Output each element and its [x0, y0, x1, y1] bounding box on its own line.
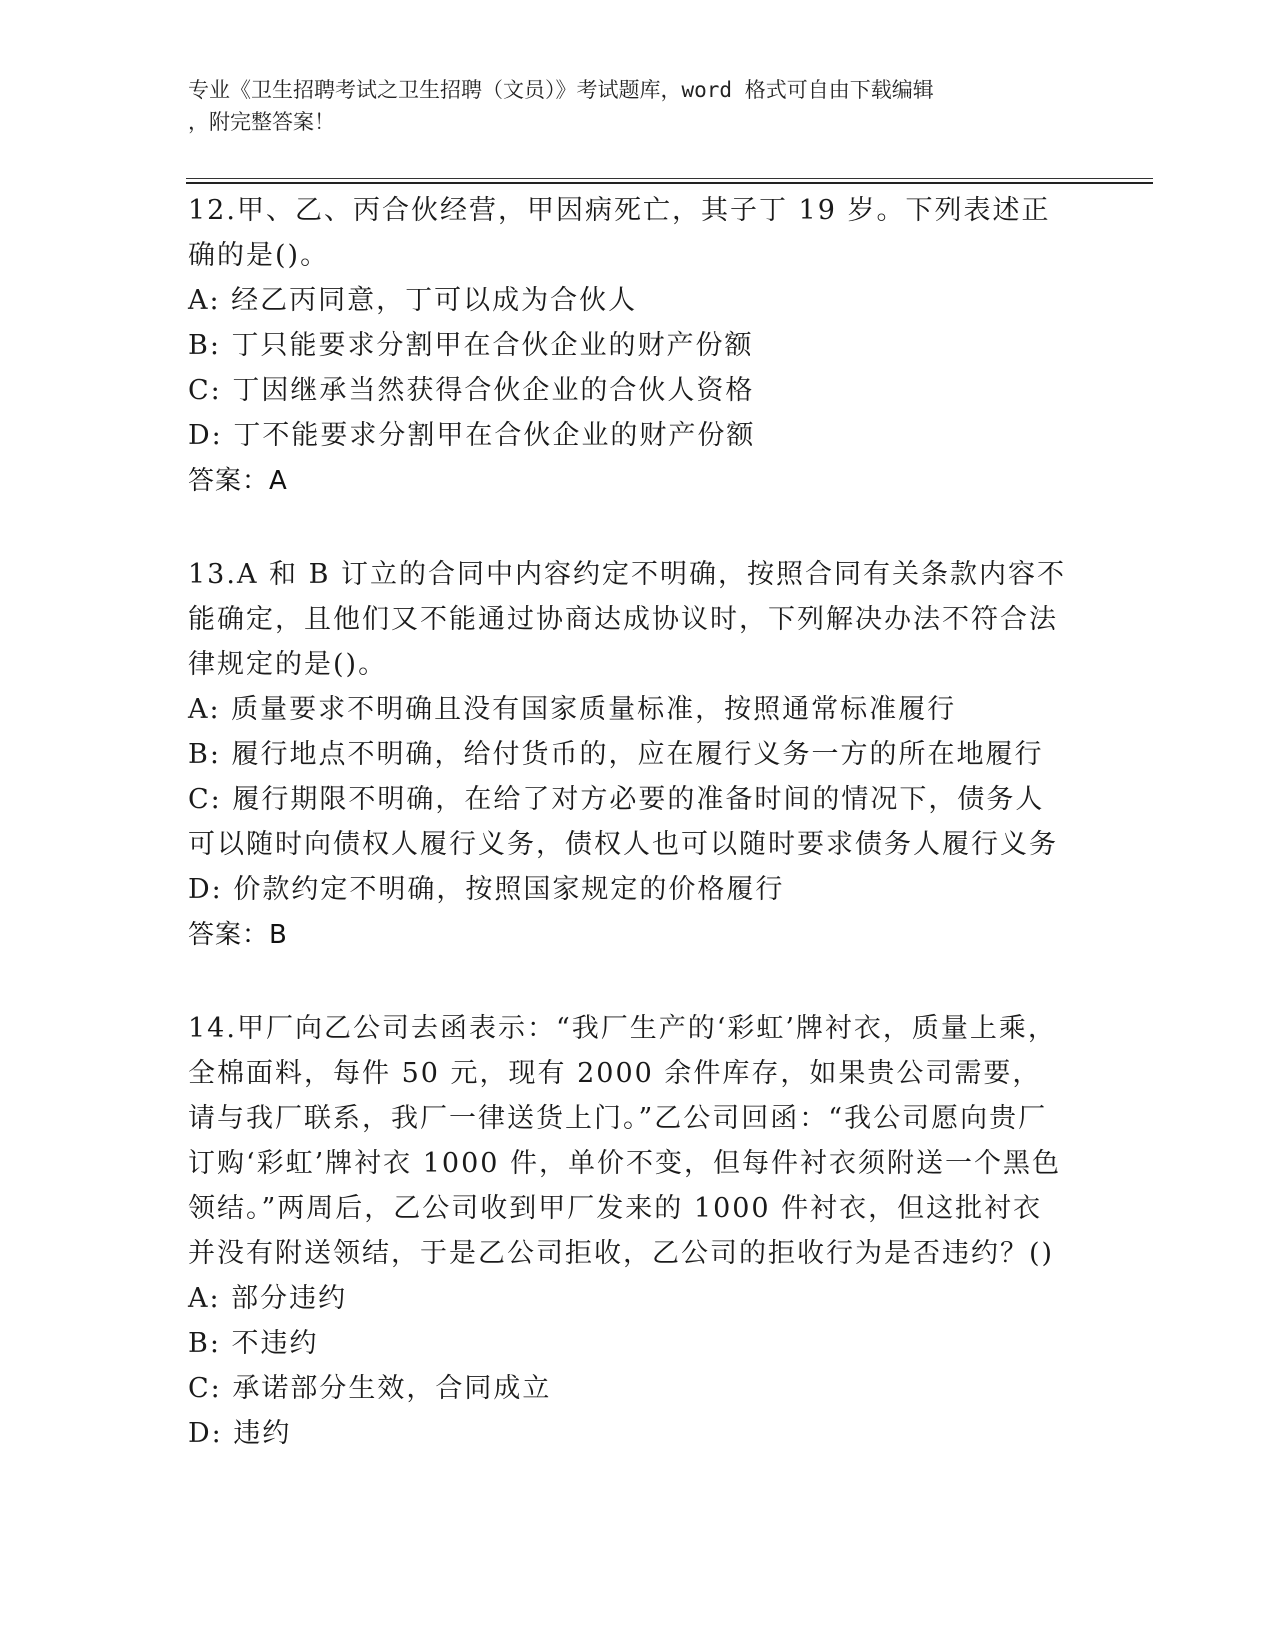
question-14	[188, 1006, 1068, 1456]
option-c: C: 承诺部分生效，合同成立	[188, 1373, 552, 1404]
option-b: B: 丁只能要求分割甲在合伙企业的财产份额	[188, 330, 754, 361]
question-stem: 13.A 和 B 订立的合同中内容约定不明确，按照合同有关条款内容不能确定，且他们又不能通过协商达成协议时，下列解决办法不符合法律规定的是()。	[188, 559, 1067, 680]
document-header	[188, 74, 1068, 138]
answer-text: 答案：A	[188, 466, 288, 496]
header-line-1: 专业《卫生招聘考试之卫生招聘（文员）》考试题库，word 格式可自由下载编辑	[188, 78, 934, 102]
header-line-2: ，附完整答案！	[188, 110, 335, 134]
option-c: C: 丁因继承当然获得合伙企业的合伙人资格	[188, 375, 755, 406]
option-d: D: 丁不能要求分割甲在合伙企业的财产份额	[188, 420, 756, 451]
question-13	[188, 552, 1068, 958]
question-list	[188, 188, 1068, 1504]
question-stem: 12.甲、乙、丙合伙经营，甲因病死亡，其子丁 19 岁。下列表述正确的是()。	[188, 195, 1051, 271]
header-divider-thin	[186, 178, 1153, 179]
option-b: B: 不违约	[188, 1328, 319, 1359]
option-d: D: 违约	[188, 1418, 292, 1449]
option-c: C: 履行期限不明确，在给了对方必要的准备时间的情况下，债务人可以随时向债权人履行义务，债权人也可以随时要求债务人履行义务	[188, 784, 1058, 860]
question-stem: 14.甲厂向乙公司去函表示：“我厂生产的‘彩虹’牌衬衣，质量上乘，全棉面料，每件 50 元，现有 2000 余件库存，如果贵公司需要，请与我厂联系，我厂一律送货上门。”乙公司回函：“我公司愿向贵厂订购‘彩虹’牌衬衣 1000 件，单价不变，但每件衬衣须附送一个黑色领结。”两周后，乙公司收到甲厂发来的 1000 件衬衣，但这批衬衣并没有附送领结，于是乙公司拒收，乙公司的拒收行为是否违约？()	[188, 1013, 1062, 1269]
option-d: D: 价款约定不明确，按照国家规定的价格履行	[188, 874, 785, 905]
option-a: A: 质量要求不明确且没有国家质量标准，按照通常标准履行	[188, 694, 957, 725]
answer-text: 答案：B	[188, 920, 288, 950]
option-a: A: 经乙丙同意，丁可以成为合伙人	[188, 285, 638, 316]
option-a: A: 部分违约	[188, 1283, 348, 1314]
question-12	[188, 188, 1068, 504]
header-divider-thick	[186, 182, 1153, 184]
option-b: B: 履行地点不明确，给付货币的，应在履行义务一方的所在地履行	[188, 739, 1044, 770]
